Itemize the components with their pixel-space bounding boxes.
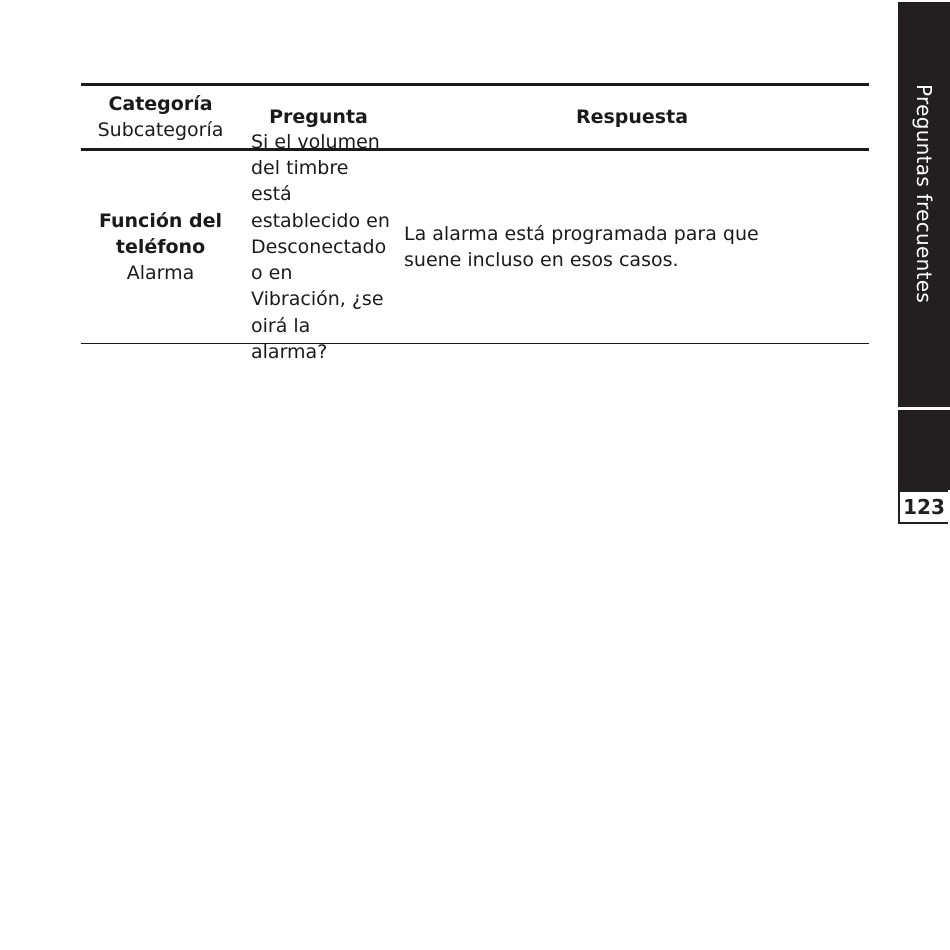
- row-answer-cell: [395, 151, 869, 343]
- table-header-row: [81, 86, 869, 148]
- row-category: Función del teléfono: [98, 210, 223, 258]
- faq-table: [81, 83, 869, 364]
- row-category-cell: [81, 151, 242, 343]
- header-answer-cell: [395, 86, 869, 148]
- section-title: Preguntas frecuentes: [912, 84, 936, 304]
- row-subcategory: Alarma: [126, 262, 195, 284]
- header-question-label: Pregunta: [269, 106, 368, 128]
- section-tab-label-wrap: [898, 2, 950, 407]
- header-answer-label: Respuesta: [575, 106, 689, 128]
- header-subcategory-label: Subcategoría: [97, 119, 224, 141]
- page-number: 123: [898, 490, 948, 524]
- row-question-cell: [242, 130, 395, 364]
- section-tab-lower: [898, 410, 950, 490]
- header-category-label: Categoría: [108, 93, 213, 115]
- header-category-cell: [81, 86, 242, 148]
- row-answer: La alarma está programada para que suene incluso en esos casos.: [404, 223, 759, 271]
- row-question: Si el volumen del timbre está establecido en Desconectado o en Vibración, ¿se oirá la alarma?: [251, 130, 390, 364]
- table-bottom-rule: [81, 343, 869, 344]
